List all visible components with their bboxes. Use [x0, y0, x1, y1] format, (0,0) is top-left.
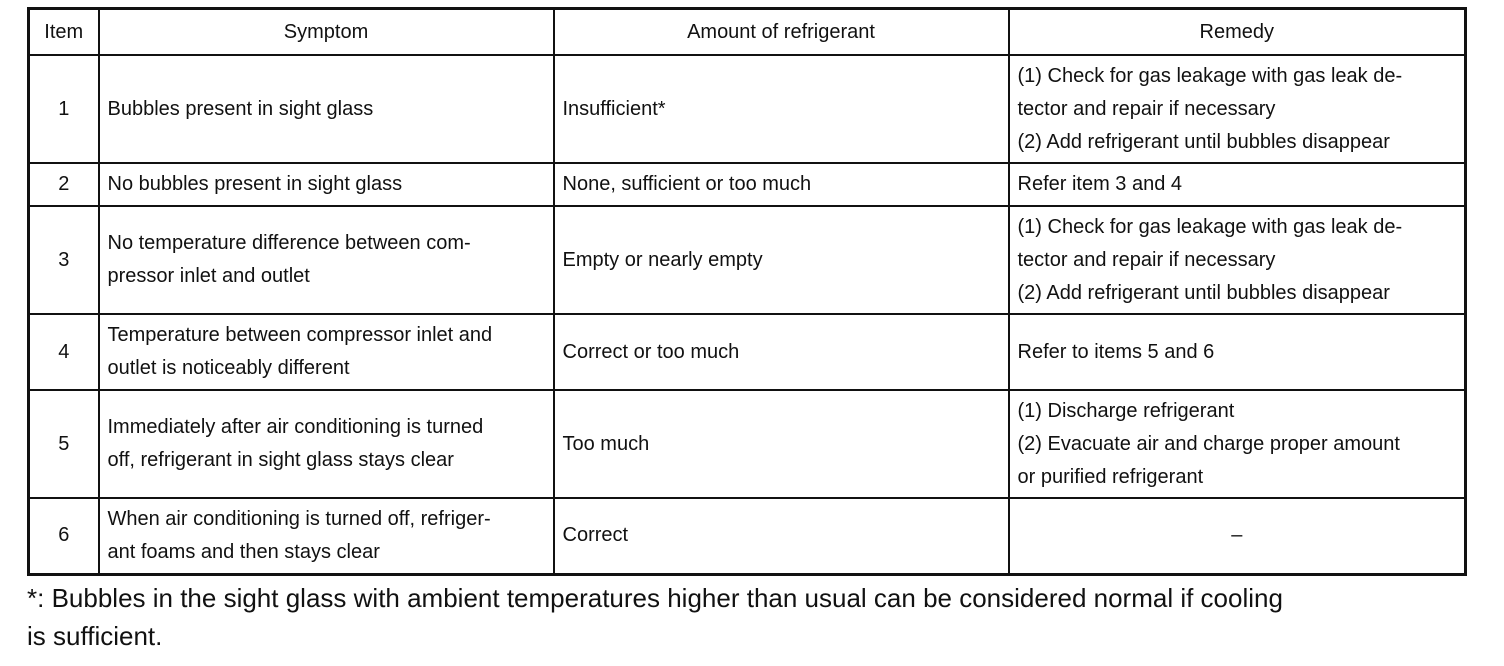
- remedy-text: Refer item 3 and 4: [1017, 173, 1183, 195]
- symptom-text: No bubbles present in sight glass: [107, 173, 403, 195]
- remedy-text: Refer to items 5 and 6: [1017, 340, 1215, 363]
- remedy-text: tector and repair if necessary: [1017, 97, 1276, 120]
- table-row: [29, 314, 1466, 390]
- symptom-cell: [99, 206, 554, 314]
- table-row: [29, 498, 1466, 574]
- remedy-cell: [1009, 55, 1466, 163]
- remedy-cell: [1009, 498, 1466, 574]
- symptom-text: Immediately after air conditioning is turned: [107, 416, 484, 438]
- remedy-text: (2) Add refrigerant until bubbles disappear: [1017, 281, 1390, 304]
- symptom-text: pressor inlet and outlet: [107, 265, 310, 287]
- refrigerant-diagnosis-table: [27, 7, 1467, 576]
- document-page: [27, 7, 1464, 655]
- symptom-text: No temperature difference between com-: [107, 232, 471, 254]
- table-row: [29, 163, 1466, 206]
- item-number: 4: [29, 314, 99, 390]
- remedy-text: (2) Evacuate air and charge proper amount: [1017, 432, 1400, 455]
- symptom-cell: [99, 390, 554, 498]
- amount-cell: Insufficient*: [554, 55, 1009, 163]
- remedy-cell: [1009, 314, 1466, 390]
- remedy-text: –: [1231, 524, 1243, 547]
- symptom-cell: [99, 55, 554, 163]
- header-remedy: Remedy: [1009, 9, 1466, 56]
- header-symptom: Symptom: [99, 9, 554, 56]
- header-amount-of-refrigerant: Amount of refrigerant: [554, 9, 1009, 56]
- remedy-text: (1) Check for gas leakage with gas leak de-: [1017, 64, 1403, 87]
- table-row: [29, 390, 1466, 498]
- item-number: 3: [29, 206, 99, 314]
- remedy-text: (2) Add refrigerant until bubbles disappear: [1017, 130, 1390, 153]
- remedy-cell: [1009, 163, 1466, 206]
- symptom-text: Bubbles present in sight glass: [107, 97, 374, 120]
- symptom-text: Temperature between compressor inlet and: [107, 324, 493, 346]
- table-header-row: [29, 9, 1466, 56]
- remedy-cell: [1009, 390, 1466, 498]
- symptom-cell: [99, 314, 554, 390]
- header-item: Item: [29, 9, 99, 56]
- remedy-cell: [1009, 206, 1466, 314]
- footnote-line: is sufficient.: [27, 620, 163, 651]
- symptom-text: outlet is noticeably different: [107, 357, 350, 379]
- footnote: [27, 579, 1467, 655]
- symptom-text: ant foams and then stays clear: [107, 540, 380, 563]
- amount-cell: None, sufficient or too much: [554, 163, 1009, 206]
- amount-cell: Empty or nearly empty: [554, 206, 1009, 314]
- item-number: 1: [29, 55, 99, 163]
- remedy-text: (1) Discharge refrigerant: [1017, 399, 1235, 422]
- symptom-cell: [99, 163, 554, 206]
- remedy-text: (1) Check for gas leakage with gas leak de-: [1017, 215, 1403, 238]
- table-row: [29, 206, 1466, 314]
- amount-cell: Too much: [554, 390, 1009, 498]
- table-row: [29, 55, 1466, 163]
- footnote-line: *: Bubbles in the sight glass with ambient temperatures higher than usual can be considered normal if cooling: [27, 582, 1283, 613]
- symptom-text: When air conditioning is turned off, refriger-: [107, 507, 491, 530]
- item-number: 2: [29, 163, 99, 206]
- amount-cell: Correct or too much: [554, 314, 1009, 390]
- item-number: 5: [29, 390, 99, 498]
- amount-cell: Correct: [554, 498, 1009, 574]
- remedy-text: or purified refrigerant: [1017, 465, 1204, 488]
- remedy-text: tector and repair if necessary: [1017, 248, 1276, 271]
- symptom-text: off, refrigerant in sight glass stays clear: [107, 449, 454, 471]
- item-number: 6: [29, 498, 99, 574]
- symptom-cell: [99, 498, 554, 574]
